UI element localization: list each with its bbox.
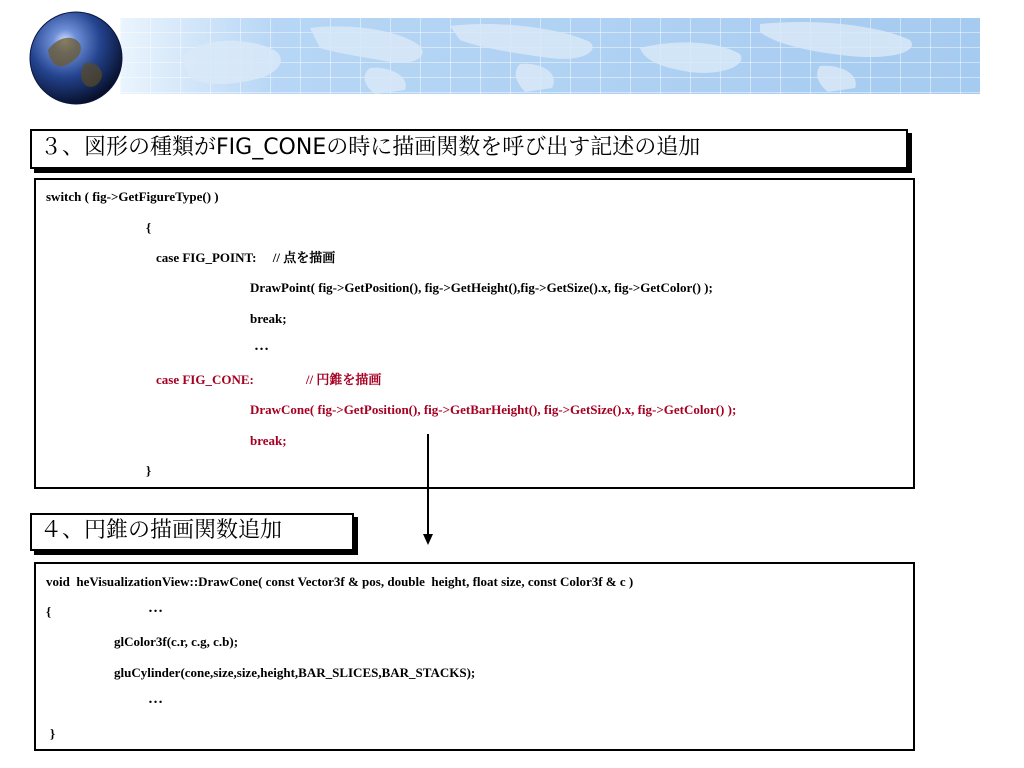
code-line-drawpoint: DrawPoint( fig->GetPosition(), fig->GetHeight(),fig->GetSize().x, fig->GetColor() ); [250,280,713,295]
section-3-heading: ３、図形の種類がFIG_CONEの時に描画関数を呼び出す記述の追加 [30,129,908,169]
code-block-switch [34,178,915,489]
code-line-close-brace: } [50,726,56,741]
code-block-drawcone [34,562,915,751]
code-line-break-2: break; [250,433,287,448]
world-map-icon [120,18,980,94]
code-line-open-brace: { [146,220,152,235]
code-line-glucylinder: gluCylinder(cone,size,size,height,BAR_SLICES,BAR_STACKS); [114,665,476,680]
code-line-break-1: break; [250,311,287,326]
code-line-case-cone: case FIG_CONE: // 円錐を描画 [156,372,382,387]
code-line-ellipsis-1: … [148,600,165,616]
code-line-glcolor: glColor3f(c.r, c.g, c.b); [114,634,239,649]
code-line-switch: switch ( fig->GetFigureType() ) [46,189,219,204]
code-line-drawcone: DrawCone( fig->GetPosition(), fig->GetBarHeight(), fig->GetSize().x, fig->GetColor() ); [250,402,737,417]
world-map-banner [120,18,980,94]
code-line-ellipsis-1: … [254,338,271,354]
globe-icon [28,10,124,106]
code-line-ellipsis-2: … [148,691,165,707]
code-line-open-brace: { [46,604,52,619]
down-arrow-icon [420,434,436,546]
code-line-case-point: case FIG_POINT: // 点を描画 [156,250,336,265]
code-line-signature: void heVisualizationView::DrawCone( const Vector3f & pos, double height, float size, const Color3f & c ) [46,574,634,589]
code-line-close-brace: } [146,463,152,478]
section-4-heading: ４、円錐の描画関数追加 [30,513,354,551]
